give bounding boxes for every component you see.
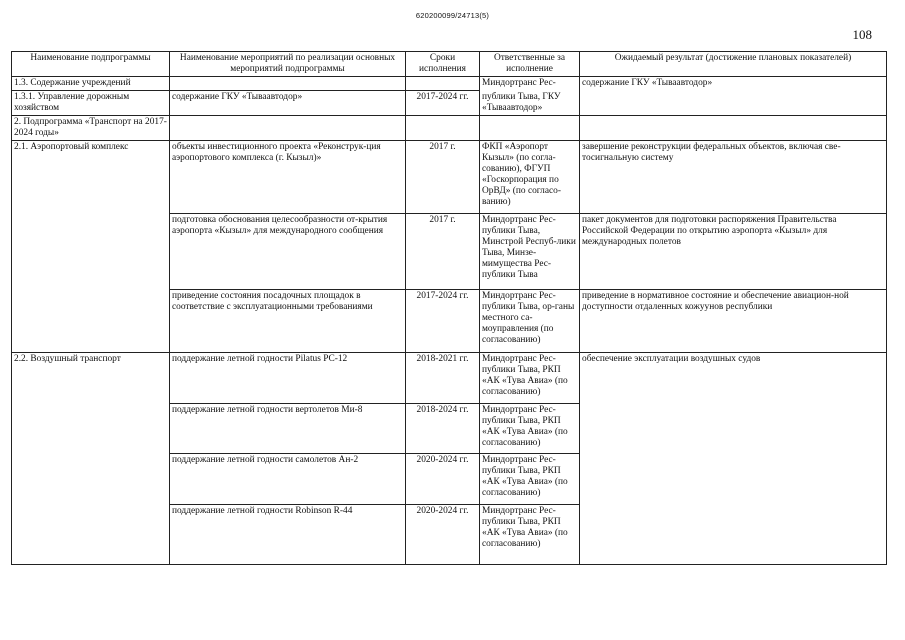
program-table <box>11 51 887 565</box>
cell-activity: поддержание летной годности Pilatus PC-12 <box>170 353 406 404</box>
cell-responsible: Миндортранс Рес-публики Тыва, ор-ганы местного са-моуправления (по согласованию) <box>480 290 580 353</box>
cell-activity <box>170 116 406 141</box>
cell-deadline: 2020-2024 гг. <box>406 454 480 505</box>
cell-result: завершение реконструкции федеральных объектов, включая све-тосигнальную систему <box>580 141 887 214</box>
cell-deadline: 2017-2024 гг. <box>406 91 480 116</box>
cell-activity: поддержание летной годности вертолетов Ми-8 <box>170 404 406 454</box>
table-row <box>12 91 887 116</box>
cell-result <box>580 116 887 141</box>
cell-deadline: 2020-2024 гг. <box>406 505 480 565</box>
page-number: 108 <box>852 27 872 42</box>
header-result: Ожидаемый результат (достижение плановых показателей) <box>580 52 887 77</box>
cell-subprogram <box>12 290 170 353</box>
table-row <box>12 404 887 454</box>
cell-deadline: 2017 г. <box>406 214 480 290</box>
table-header-row <box>12 52 887 77</box>
table-row <box>12 141 887 214</box>
header-subprogram: Наименование подпрограммы <box>12 52 170 77</box>
cell-responsible: Миндортранс Рес-публики Тыва, РКП «АК «Тува Авиа» (по согласованию) <box>480 454 580 505</box>
cell-deadline <box>406 116 480 141</box>
cell-responsible: Миндортранс Рес-публики Тыва, РКП «АК «Тува Авиа» (по согласованию) <box>480 404 580 454</box>
document-code: 620200099/24713(5) <box>415 11 490 20</box>
cell-result: обеспечение эксплуатации воздушных судов <box>580 353 887 404</box>
cell-responsible: публики Тыва, ГКУ «Тываавтодор» <box>480 91 580 116</box>
cell-activity: содержание ГКУ «Тываавтодор» <box>170 91 406 116</box>
cell-subprogram <box>12 214 170 290</box>
cell-subprogram: 2.2. Воздушный транспорт <box>12 353 170 404</box>
table-row <box>12 214 887 290</box>
cell-responsible <box>480 116 580 141</box>
cell-subprogram: 2. Подпрограмма «Транспорт на 2017-2024 годы» <box>12 116 170 141</box>
header-deadlines: Сроки исполнения <box>406 52 480 77</box>
cell-result <box>580 91 887 116</box>
cell-activity: приведение состояния посадочных площадок в соответствие с эксплуатационными требованиями <box>170 290 406 353</box>
cell-subprogram: 1.3.1. Управление дорожным хозяйством <box>12 91 170 116</box>
table-row <box>12 505 887 565</box>
cell-subprogram <box>12 454 170 505</box>
cell-activity: подготовка обоснования целесообразности от-крытия аэропорта «Кызыл» для международного сообщения <box>170 214 406 290</box>
cell-activity: поддержание летной годности самолетов Ан-2 <box>170 454 406 505</box>
cell-subprogram <box>12 404 170 454</box>
cell-activity <box>170 77 406 91</box>
cell-responsible: Миндортранс Рес-публики Тыва, РКП «АК «Тува Авиа» (по согласованию) <box>480 505 580 565</box>
cell-deadline: 2017-2024 гг. <box>406 290 480 353</box>
cell-activity: объекты инвестиционного проекта «Реконструк-ция аэропортового комплекса (г. Кызыл)» <box>170 141 406 214</box>
cell-result: содержание ГКУ «Тываавтодор» <box>580 77 887 91</box>
cell-subprogram: 2.1. Аэропортовый комплекс <box>12 141 170 214</box>
table-row <box>12 290 887 353</box>
header-activities: Наименование мероприятий по реализации основных мероприятий подпрограммы <box>170 52 406 77</box>
cell-responsible: Миндортранс Рес-публики Тыва, Минстрой Респуб-лики Тыва, Минзе-мимущества Рес-публики Тыва <box>480 214 580 290</box>
cell-deadline: 2018-2024 гг. <box>406 404 480 454</box>
cell-deadline: 2018-2021 гг. <box>406 353 480 404</box>
table-row <box>12 454 887 505</box>
cell-result: приведение в нормативное состояние и обеспечение авиацион-ной доступности отдаленных кожуунов республики <box>580 290 887 353</box>
cell-result <box>580 505 887 565</box>
table-row <box>12 116 887 141</box>
cell-responsible: ФКП «Аэропорт Кызыл» (по согла-сованию), ФГУП «Госкорпорация по ОрВД» (по согласо-ванию) <box>480 141 580 214</box>
table-row <box>12 353 887 404</box>
cell-result <box>580 454 887 505</box>
cell-responsible: Миндортранс Рес-публики Тыва, РКП «АК «Тува Авиа» (по согласованию) <box>480 353 580 404</box>
cell-subprogram: 1.3. Содержание учреждений <box>12 77 170 91</box>
cell-subprogram <box>12 505 170 565</box>
header-responsible: Ответственные за исполнение <box>480 52 580 77</box>
cell-result <box>580 404 887 454</box>
table-row <box>12 77 887 91</box>
cell-activity: поддержание летной годности Robinson R-44 <box>170 505 406 565</box>
cell-result: пакет документов для подготовки распоряжения Правительства Российской Федерации по открытию аэропорта «Кызыл» для международных полетов <box>580 214 887 290</box>
cell-deadline: 2017 г. <box>406 141 480 214</box>
cell-deadline <box>406 77 480 91</box>
cell-responsible: Миндортранс Рес- <box>480 77 580 91</box>
